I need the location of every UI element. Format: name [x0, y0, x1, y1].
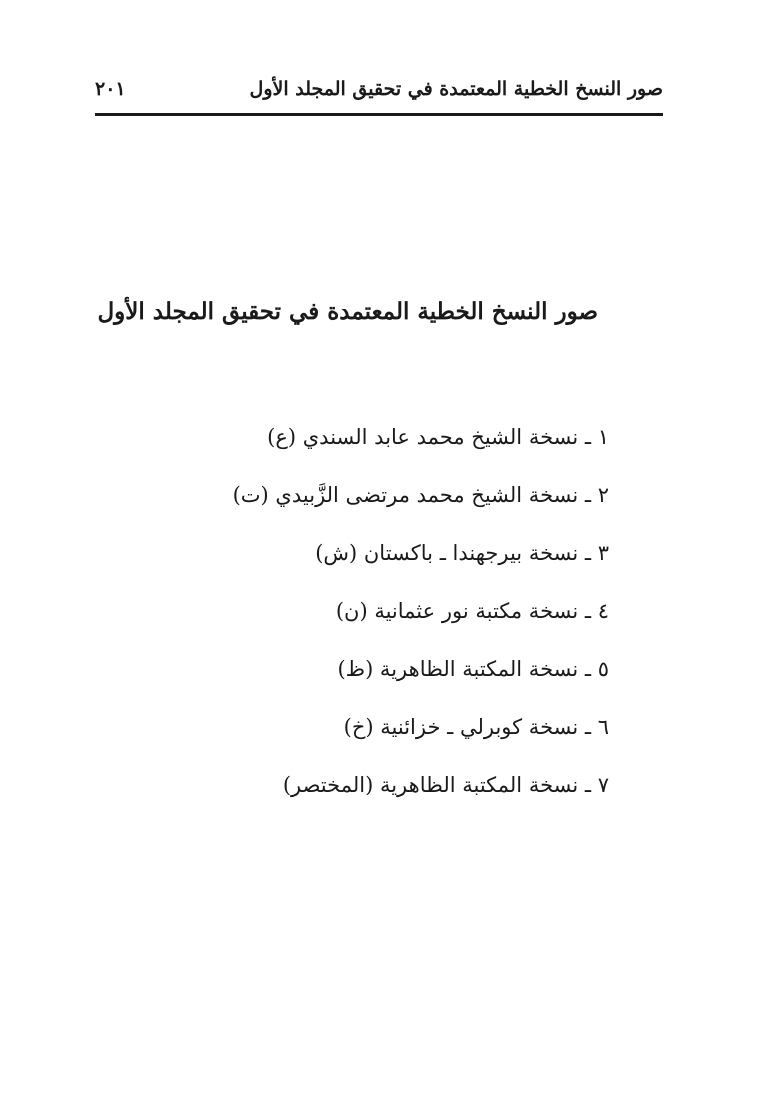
header-divider	[95, 113, 663, 116]
running-header-title: صور النسخ الخطية المعتمدة في تحقيق المجلد الأول	[249, 78, 663, 100]
page-number: ٢٠١	[95, 78, 126, 100]
manuscript-item-6: ٦ ـ نسخة كوبرلي ـ خزائنية (خ)	[343, 715, 609, 739]
manuscript-item-3: ٣ ـ نسخة بيرجهندا ـ باكستان (ش)	[315, 541, 609, 565]
manuscript-list	[233, 420, 609, 826]
manuscript-item-5: ٥ ـ نسخة المكتبة الظاهرية (ظ)	[337, 657, 609, 681]
manuscript-item-7: ٧ ـ نسخة المكتبة الظاهرية (المختصر)	[282, 773, 609, 797]
manuscript-item-2: ٢ ـ نسخة الشيخ محمد مرتضى الزَّبيدي (ت)	[232, 483, 609, 507]
running-header	[95, 78, 663, 112]
section-title: صور النسخ الخطية المعتمدة في تحقيق المجلد الأول	[97, 298, 598, 325]
manuscript-item-1: ١ ـ نسخة الشيخ محمد عابد السندي (ع)	[267, 425, 609, 449]
manuscript-item-4: ٤ ـ نسخة مكتبة نور عثمانية (ن)	[335, 599, 609, 623]
